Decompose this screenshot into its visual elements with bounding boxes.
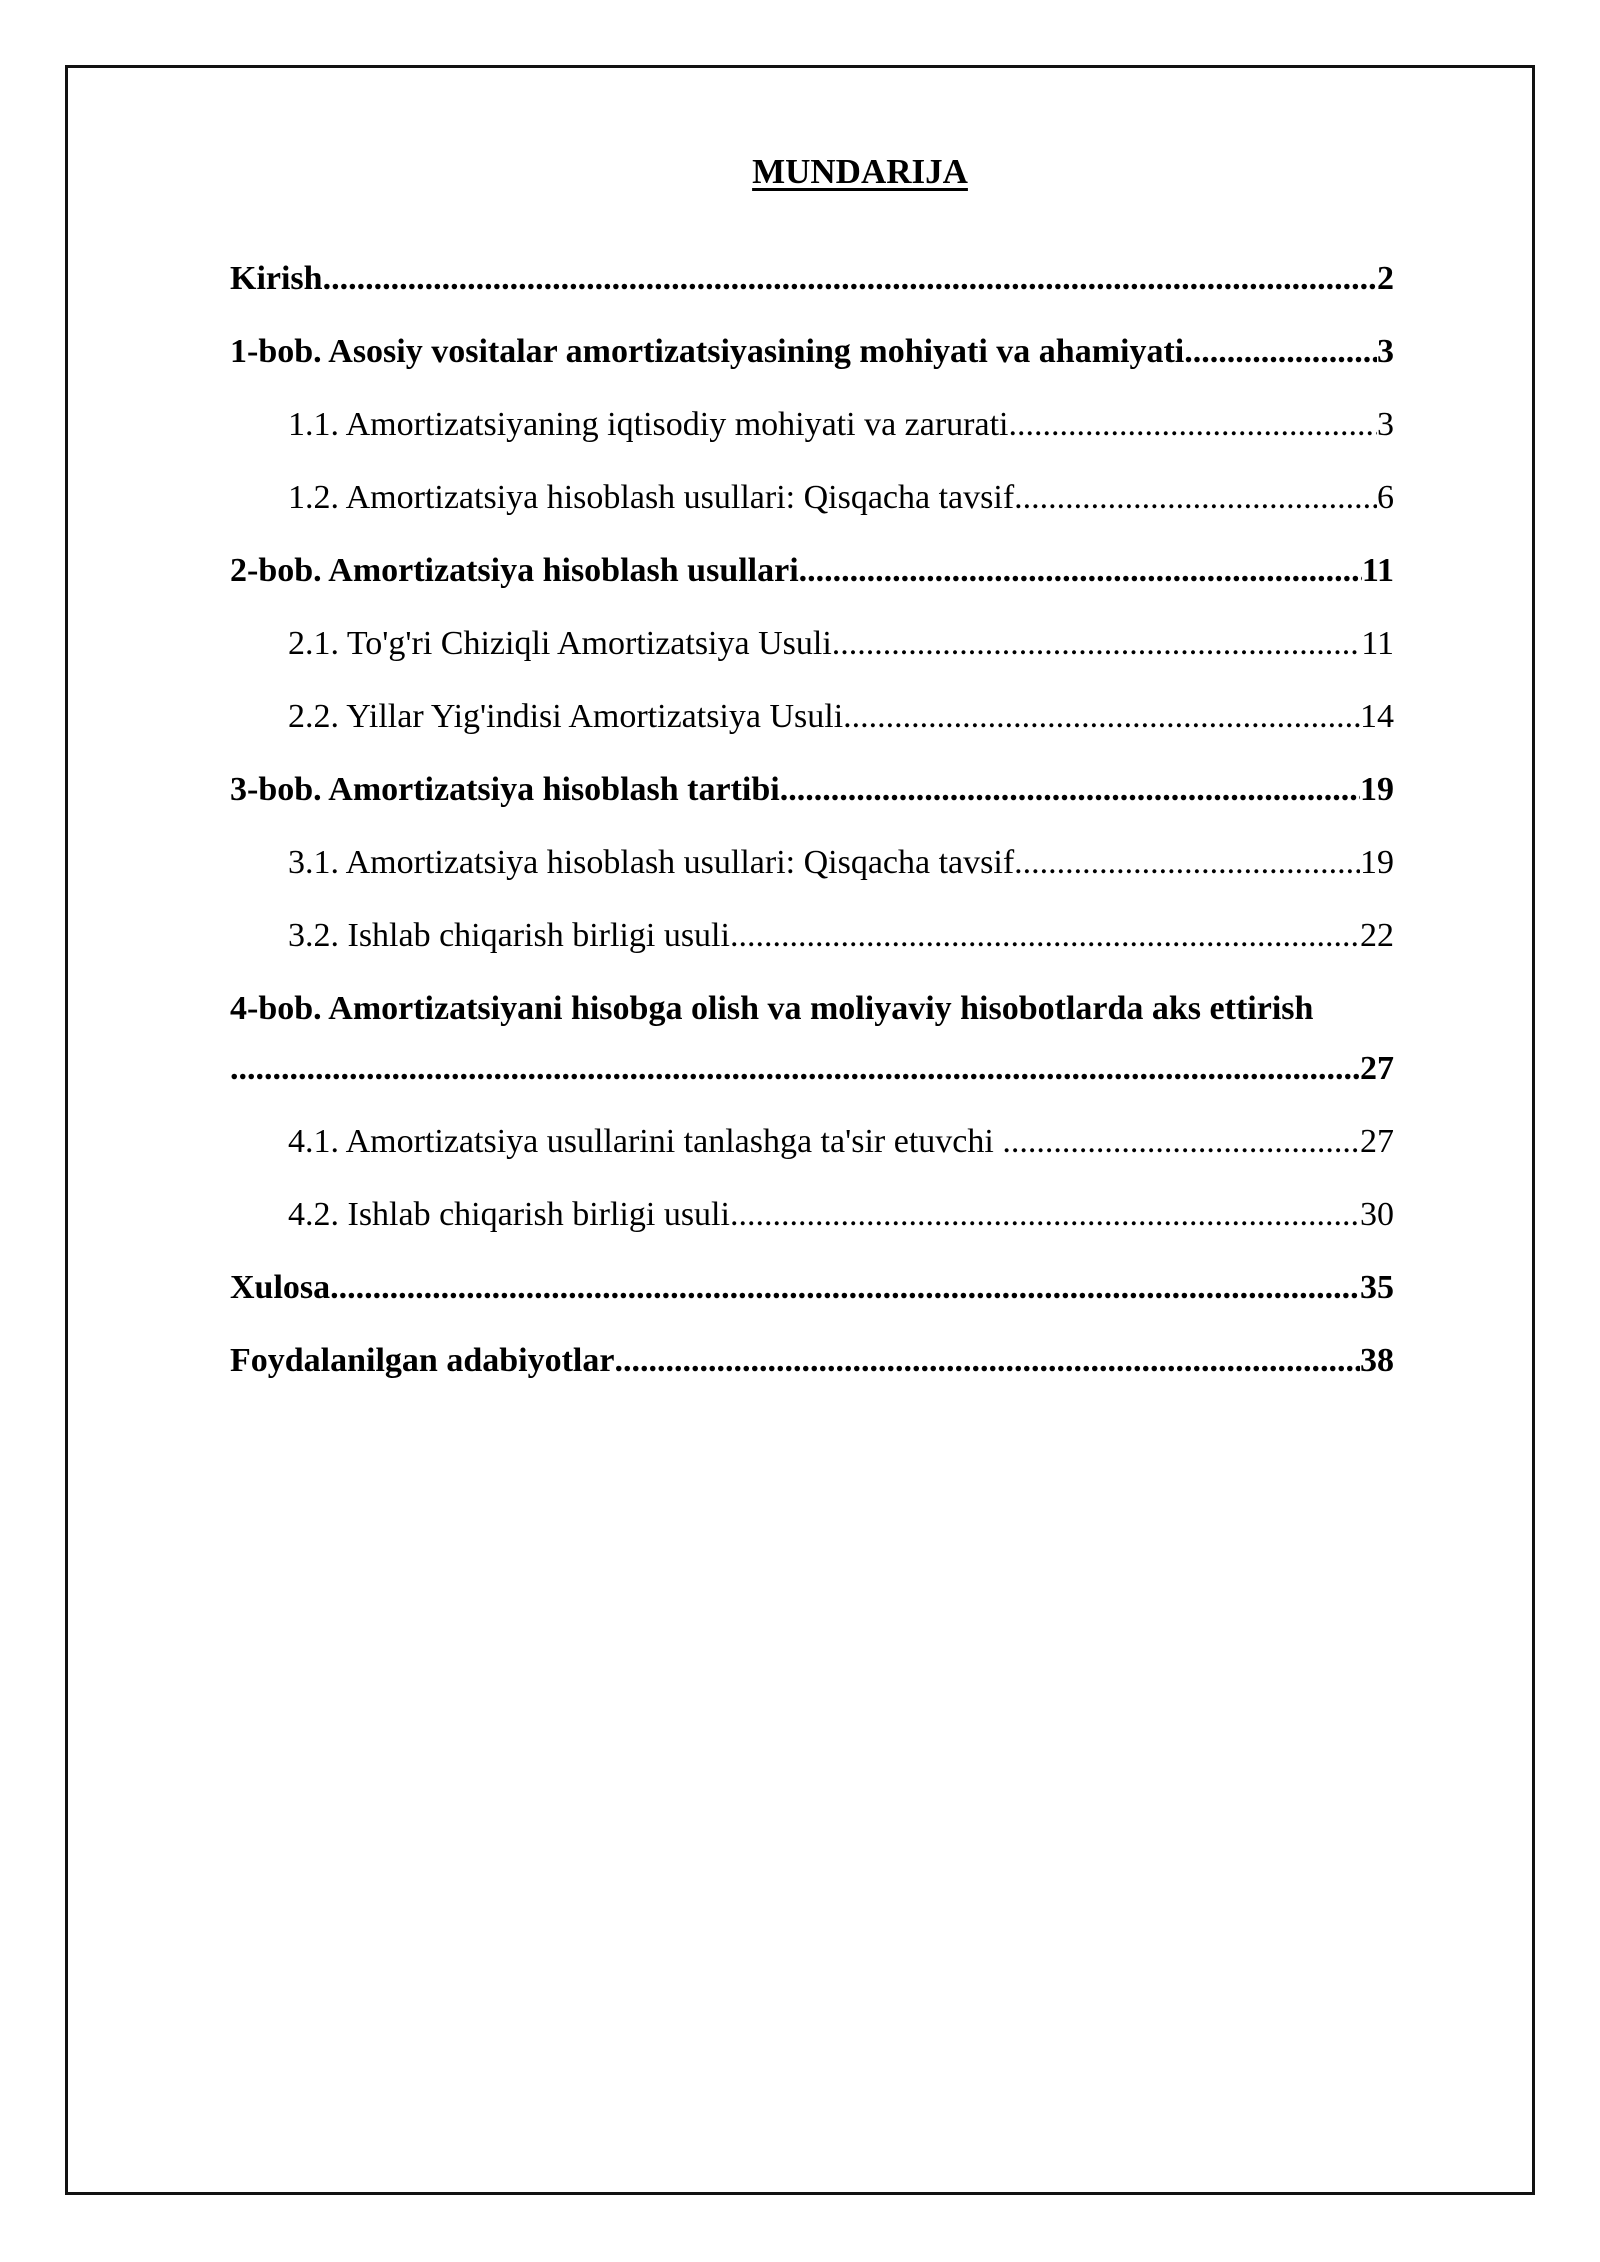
toc-leader-dots [1014,479,1377,517]
toc-entry-page: 2 [1377,260,1394,297]
toc-entry-foydalanilgan-adabiyotlar[interactable] [230,1342,1394,1415]
toc-leader-dots [843,698,1360,736]
toc-entry-page: 27 [1360,1123,1394,1160]
toc-leader-dots [780,771,1360,809]
toc-entry-label: 2.2. Yillar Yig'indisi Amortizatsiya Usuli [288,698,844,735]
toc-entry-label: Kirish [230,260,323,297]
toc-leader-dots [1014,844,1360,882]
toc-leader-dots [1002,1123,1360,1161]
toc-entry-label: 4.1. Amortizatsiya usullarini tanlashga ta'sir etuvchi [288,1123,1003,1160]
toc-entry-kirish[interactable] [230,260,1394,333]
toc-entry-page: 3 [1377,333,1394,370]
toc-entry-section-3-1[interactable] [230,844,1394,917]
toc-entry-section-1-1[interactable] [230,406,1394,479]
toc-entry-label: 1.1. Amortizatsiyaning iqtisodiy mohiyati va zarurati [288,406,1009,443]
toc-entry-section-3-2[interactable] [230,917,1394,990]
toc-leader-dots [730,917,1360,955]
toc-entry-page: 3 [1377,406,1394,443]
toc-entry-page: 19 [1360,771,1394,808]
toc-entry-label: 1-bob. Asosiy vositalar amortizatsiyasining mohiyati va ahamiyati [230,333,1185,370]
toc-leader-dots [1184,333,1377,371]
toc-entry-label: 3-bob. Amortizatsiya hisoblash tartibi [230,771,780,808]
toc-leader-dots [330,1269,1360,1307]
toc-title: MUNDARIJA [752,152,968,191]
toc-leader-dots [832,625,1361,663]
toc-entry-chapter-4[interactable] [230,990,1394,1123]
toc-entry-label: 1.2. Amortizatsiya hisoblash usullari: Qisqacha tavsif [288,479,1015,516]
toc-entry-page: 27 [1360,1050,1394,1087]
toc-entry-page: 14 [1360,698,1394,735]
toc-entry-chapter-2[interactable] [230,552,1394,625]
toc-leader-dots [230,1050,1360,1088]
toc-entry-page: 11 [1361,552,1394,589]
toc-entry-chapter-1[interactable] [230,333,1394,406]
toc-entry-label: 3.1. Amortizatsiya hisoblash usullari: Qisqacha tavsif [288,844,1015,881]
toc-entry-label: 4.2. Ishlab chiqarish birligi usuli [288,1196,730,1233]
toc-entry-label: 3.2. Ishlab chiqarish birligi usuli [288,917,730,954]
toc-entry-page: 35 [1360,1269,1394,1306]
toc-entry-page: 19 [1360,844,1394,881]
toc-entry-label: Xulosa [230,1269,331,1306]
table-of-contents [230,260,1394,1415]
toc-entry-label: 2-bob. Amortizatsiya hisoblash usullari [230,552,799,589]
toc-leader-dots [730,1196,1360,1234]
toc-entry-section-4-1[interactable] [230,1123,1394,1196]
toc-entry-continuation [230,1050,1394,1123]
toc-entry-label: 4-bob. Amortizatsiyani hisobga olish va moliyaviy hisobotlarda aks ettirish [230,990,1314,1027]
toc-entry-section-1-2[interactable] [230,479,1394,552]
toc-leader-dots [323,260,1377,298]
toc-entry-section-2-2[interactable] [230,698,1394,771]
toc-entry-page: 22 [1360,917,1394,954]
toc-entry-page: 38 [1360,1342,1394,1379]
toc-entry-page: 6 [1377,479,1394,516]
toc-entry-page: 11 [1361,625,1394,662]
toc-leader-dots [1008,406,1377,444]
toc-entry-section-4-2[interactable] [230,1196,1394,1269]
toc-entry-section-2-1[interactable] [230,625,1394,698]
toc-entry-label: Foydalanilgan adabiyotlar [230,1342,615,1379]
toc-entry-label: 2.1. To'g'ri Chiziqli Amortizatsiya Usuli [288,625,832,662]
toc-entry-xulosa[interactable] [230,1269,1394,1342]
toc-entry-chapter-3[interactable] [230,771,1394,844]
toc-leader-dots [614,1342,1360,1380]
toc-leader-dots [799,552,1362,590]
toc-entry-page: 30 [1360,1196,1394,1233]
